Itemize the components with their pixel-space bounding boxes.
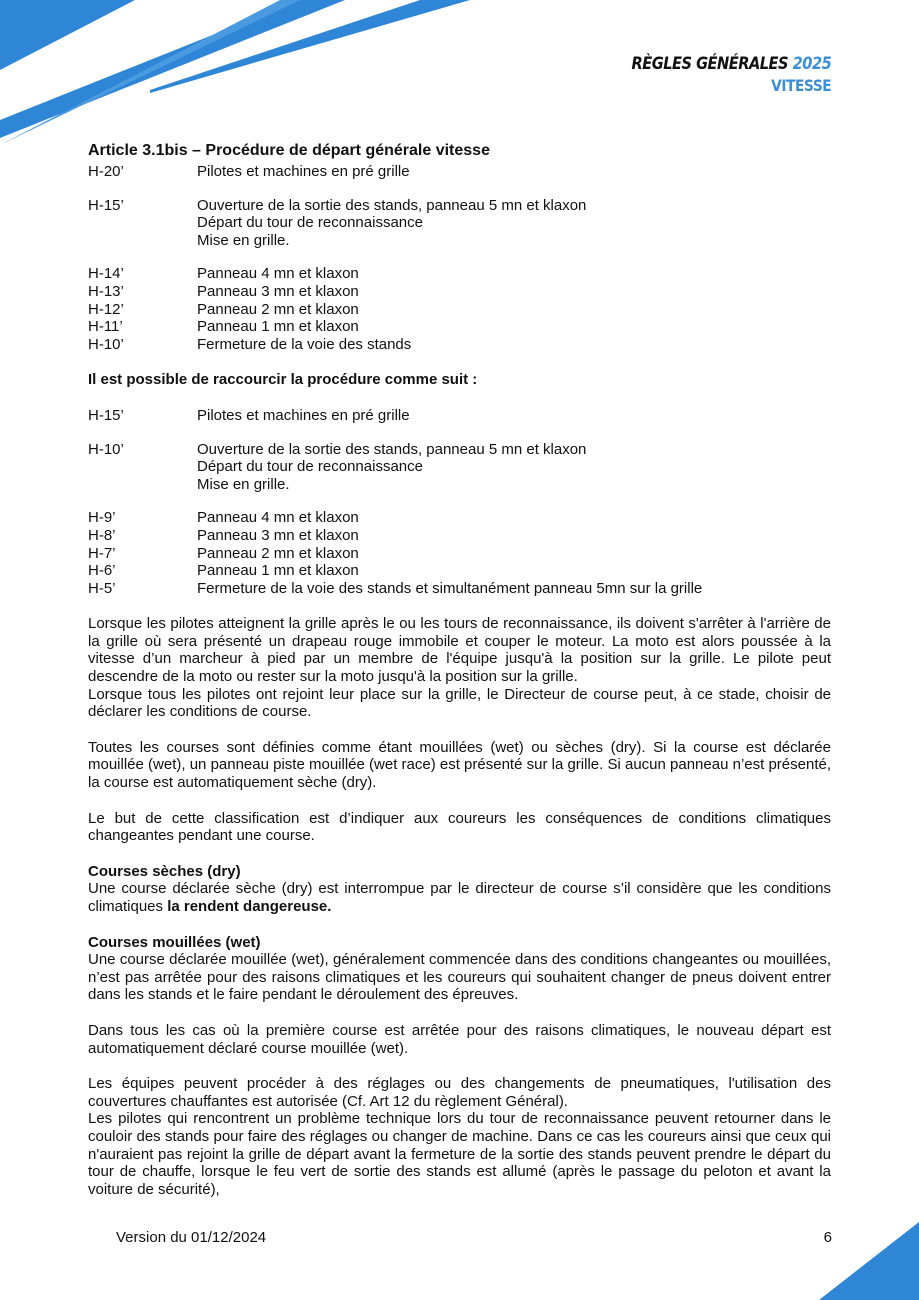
procedure-row <box>88 301 831 319</box>
time-code: H-15’ <box>88 196 124 214</box>
procedure-row <box>88 283 831 301</box>
header-stripes-graphic <box>0 0 480 145</box>
time-code: H-6’ <box>88 562 116 580</box>
shortened-heading: Il est possible de raccourcir la procédure comme suit : <box>88 371 478 389</box>
procedure-step: Panneau 2 mn et klaxon <box>197 300 359 318</box>
article-title: Article 3.1bis – Procédure de départ générale vitesse <box>88 142 490 159</box>
shortened-row <box>88 580 831 598</box>
shortened-row <box>88 441 831 494</box>
procedure-row <box>88 163 831 181</box>
paragraph-team-adjustments: Les équipes peuvent procéder à des réglages ou des changements de pneumatiques, l'utilisation des couvertures chauffantes est autorisée (Cf. Art 12 du règlement Général). <box>88 1075 831 1110</box>
time-code: H-10’ <box>88 440 124 458</box>
time-code: H-9’ <box>88 509 116 527</box>
procedure-row <box>88 318 831 336</box>
procedure-step: Fermeture de la voie des stands <box>197 335 412 353</box>
procedure-row <box>88 336 831 354</box>
shortened-row <box>88 407 831 425</box>
paragraph-dry-races: Une course déclarée sèche (dry) est interrompue par le directeur de course s’il considère que les conditions climatiques la rendent dangereuse. <box>88 880 831 915</box>
shortened-row <box>88 509 831 527</box>
footer-version: Version du 01/12/2024 <box>116 1229 267 1246</box>
procedure-step: Ouverture de la sortie des stands, panneau 5 mn et klaxon Départ du tour de reconnaissance Mise en grille. <box>197 440 587 493</box>
document-body <box>88 141 831 1198</box>
footer-corner-graphic <box>819 1222 919 1300</box>
paragraph-classification-purpose: Le but de cette classification est d’indiquer aux coureurs les conséquences de conditions climatiques changeantes pendant une course. <box>88 809 831 845</box>
procedure-step: Panneau 1 mn et klaxon <box>197 318 359 336</box>
procedure-step: Panneau 3 mn et klaxon <box>197 282 359 300</box>
time-code: H-12’ <box>88 300 124 318</box>
time-code: H-13’ <box>88 282 124 300</box>
time-code: H-14’ <box>88 265 124 283</box>
procedure-step: Panneau 2 mn et klaxon <box>197 544 359 562</box>
procedure-step: Pilotes et machines en pré grille <box>197 163 410 180</box>
paragraph-wet-races: Une course déclarée mouillée (wet), généralement commencée dans des conditions changeantes ou mouillées, n’est pas arrêtée pour des raisons climatiques et les coureurs qui souhaitent changer de pneus doivent entrer dans les stands et le faire pendant le déroulement des épreuves. <box>88 951 831 1004</box>
shortened-row <box>88 545 831 563</box>
paragraph-grid-arrival: Lorsque les pilotes atteignent la grille après le ou les tours de reconnaissance, ils doivent s'arrêter à l'arrière de la grille où sera présenté un drapeau rouge immobile et couper le moteur. La moto est alors poussée à la vitesse d’un marcheur à pied par un membre de l'équipe jusqu'à la position sur la grille. Le pilote peut descendre de la moto ou rester sur la moto jusqu'à la position sur la grille. <box>88 615 831 686</box>
time-code: H-5’ <box>88 579 116 597</box>
paragraph-technical-problems: Les pilotes qui rencontrent un problème technique lors du tour de reconnaissance peuvent retourner dans le couloir des stands pour faire des réglages ou changer de machine. Dans ce cas les coureurs ainsi que ceux qui n'auraient pas rejoint la grille de départ avant la fermeture de la sortie des stands peuvent prendre le départ du tour de chauffe, lorsque le feu vert de sortie des stands est allumé (après le passage du peloton et avant la voiture de sécurité), <box>88 1110 831 1198</box>
procedure-step: Ouverture de la sortie des stands, panneau 5 mn et klaxon Départ du tour de reconnaissance Mise en grille. <box>197 196 587 249</box>
page-number: 6 <box>823 1229 832 1246</box>
procedure-step: Panneau 4 mn et klaxon <box>197 265 359 283</box>
brand-year: 2025 <box>792 54 831 74</box>
shortened-row <box>88 527 831 545</box>
paragraph-restart: Dans tous les cas où la première course est arrêtée pour des raisons climatiques, le nouveau départ est automatiquement déclaré course mouillée (wet). <box>88 1021 831 1057</box>
time-code: H-11’ <box>88 318 123 336</box>
wet-races-heading: Courses mouillées (wet) <box>88 933 261 951</box>
paragraph-race-conditions-choice: Lorsque tous les pilotes ont rejoint leur place sur la grille, le Directeur de course peut, à ce stade, choisir de déclarer les conditions de course. <box>88 685 831 721</box>
procedure-row <box>88 197 831 250</box>
procedure-step: Fermeture de la voie des stands et simultanément panneau 5mn sur la grille <box>197 579 703 597</box>
paragraph-wet-dry-definition: Toutes les courses sont définies comme étant mouillées (wet) ou sèches (dry). Si la course est déclarée mouillée (wet), un panneau piste mouillée (wet race) est présenté sur la grille. Si aucun panneau n’est présenté, la course est automatiquement sèche (dry). <box>88 738 831 792</box>
shortened-row <box>88 562 831 580</box>
time-code: H-15’ <box>88 406 124 424</box>
procedure-row <box>88 265 831 283</box>
time-code: H-20’ <box>88 163 124 180</box>
procedure-step: Panneau 3 mn et klaxon <box>197 526 359 544</box>
brand-title: RÈGLES GÉNÉRALES 2025 <box>631 54 831 74</box>
procedure-step: Panneau 4 mn et klaxon <box>197 509 359 527</box>
brand-subtitle: VITESSE <box>770 76 831 95</box>
procedure-step: Pilotes et machines en pré grille <box>197 406 410 424</box>
dry-races-heading: Courses sèches (dry) <box>88 862 241 880</box>
time-code: H-10’ <box>88 335 124 353</box>
procedure-step: Panneau 1 mn et klaxon <box>197 562 359 580</box>
time-code: H-7’ <box>88 544 116 562</box>
brand-header <box>599 56 831 94</box>
time-code: H-8’ <box>88 526 116 544</box>
